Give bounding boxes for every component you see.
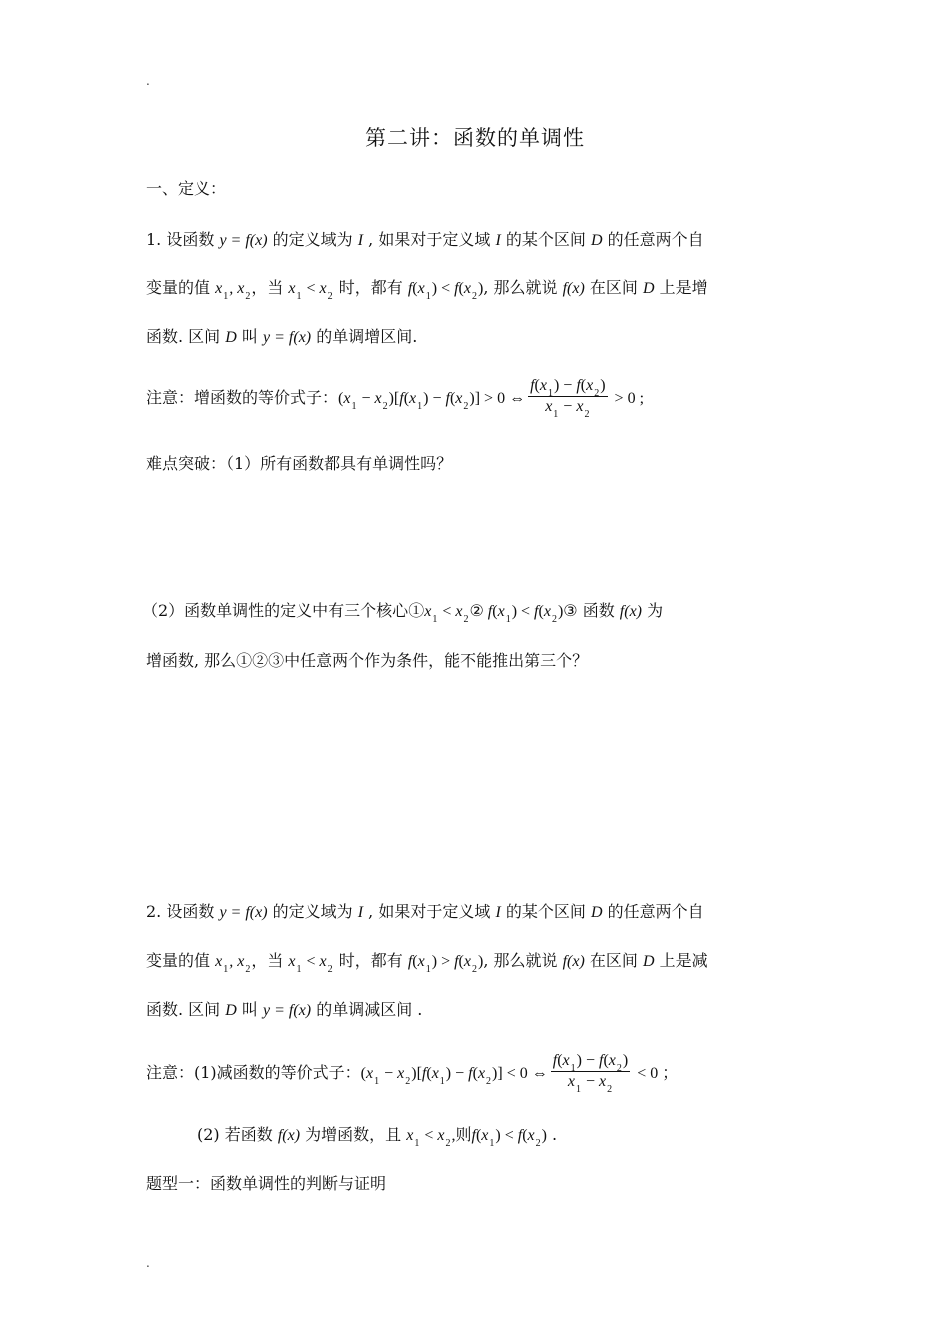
header-mark: .: [146, 74, 150, 88]
text: .: [546, 1125, 558, 1144]
note-label: 注意：(1)减函数的等价式子：: [146, 1063, 361, 1082]
note2-line2: [197, 1125, 558, 1149]
text: ，当: [251, 951, 289, 970]
text: , 如果对于定义域: [363, 230, 496, 249]
text: 则: [455, 1125, 472, 1144]
math-function: y = f(x): [219, 232, 268, 249]
text: （2）函数单调性的定义中有三个核心: [142, 601, 409, 620]
text: 上是减: [654, 951, 708, 970]
text: 为增函数，且: [300, 1125, 407, 1144]
difficulty-question-2: [142, 601, 664, 625]
math-function: f(x): [619, 603, 642, 620]
def2-line2: [146, 951, 708, 975]
def1-line3: [146, 329, 417, 346]
text: 为: [642, 601, 664, 620]
math-domain: I: [495, 904, 501, 921]
text: 叫: [236, 327, 264, 346]
note2-line1: [146, 1052, 679, 1095]
math-x1-lt-x2: $x_1 < x_2$: [288, 280, 333, 302]
text: 2. 设函数: [146, 902, 220, 921]
math-x1-lt-x2: $x_1 < x_2$: [424, 603, 469, 625]
math-x1-lt-x2: $x_1 < x_2$,: [406, 1127, 456, 1149]
math-fx1-lt-fx2: $f(x_1) < f(x_2)$: [483, 603, 564, 625]
text: 的任意两个自: [602, 230, 704, 249]
text: 的定义域为: [267, 230, 358, 249]
math-function: y = f(x): [219, 904, 268, 921]
math-x1-x2: $x_1$, $x_2$: [215, 280, 251, 302]
math-interval: D: [642, 953, 655, 970]
text: , 那么就说: [483, 951, 563, 970]
text: 函数. 区间: [146, 327, 226, 346]
math-domain: I: [357, 232, 364, 249]
math-fx1-gt-fx2: $f(x_1) > f(x_2)$: [407, 953, 484, 975]
def1-line2: [146, 278, 708, 302]
math-interval: D: [590, 232, 603, 249]
def2-line1: [146, 904, 704, 921]
text: 上是增: [654, 278, 708, 297]
math-function: f(x): [562, 953, 585, 970]
math-product-expression: $(x_1 - x_2)[f(x_1) - f(x_2)] < 0$ ⇔: [360, 1065, 548, 1087]
difficulty-question-2-line2: 增函数, 那么①②③中任意两个作为条件，能不能推出第三个？: [146, 651, 589, 670]
text: 的某个区间: [500, 902, 591, 921]
circled-number-1: ①: [408, 601, 425, 620]
text: 的单调减区间 .: [311, 1000, 423, 1019]
math-domain: I: [495, 232, 501, 249]
text: 时，都有: [333, 951, 408, 970]
math-product-expression: $(x_1 - x_2)[f(x_1) - f(x_2)] > 0$ ⇔: [338, 390, 526, 412]
text: 在区间: [584, 278, 643, 297]
circled-number-2: ②: [469, 601, 484, 620]
text: 的单调增区间.: [311, 327, 418, 346]
text: 的某个区间: [500, 230, 591, 249]
text: 的定义域为: [267, 902, 358, 921]
math-function: y = f(x): [263, 1002, 312, 1019]
text: (2) 若函数: [197, 1125, 278, 1144]
def2-line3: [146, 1002, 422, 1019]
text: , 那么就说: [483, 278, 563, 297]
page-title: 第二讲：函数的单调性: [365, 126, 585, 150]
math-fraction: $\frac{f(x_1) - f(x_2)}{x_1 - x_2}$: [530, 377, 606, 420]
text: 在区间: [584, 951, 643, 970]
text: , 如果对于定义域: [363, 902, 496, 921]
math-interval: D: [642, 280, 655, 297]
math-domain: I: [357, 904, 364, 921]
math-function: y = f(x): [263, 329, 312, 346]
text: 函数: [577, 601, 620, 620]
note1-line: [146, 377, 645, 420]
section-heading-definition: 一、定义：: [146, 179, 227, 198]
note-rhs: < 0 ；: [633, 1065, 679, 1082]
text: 变量的值: [146, 278, 216, 297]
note-rhs: > 0 ;: [610, 390, 645, 407]
note-label: 注意：增函数的等价式子：: [146, 388, 339, 407]
math-fx1-lt-fx2: $f(x_1) < f(x_2)$: [471, 1127, 547, 1149]
math-interval: D: [225, 329, 237, 346]
math-fx1-lt-fx2: $f(x_1) < f(x_2)$: [407, 280, 484, 302]
circled-number-3: ③: [563, 601, 578, 620]
def1-line1: [146, 232, 704, 249]
text: 变量的值: [146, 951, 216, 970]
text: 时，都有: [333, 278, 408, 297]
text: 的任意两个自: [602, 902, 704, 921]
math-x1-x2: $x_1$, $x_2$: [215, 953, 251, 975]
math-fraction: $\frac{f(x_1) - f(x_2)}{x_1 - x_2}$: [552, 1052, 629, 1095]
difficulty-question-1: 难点突破：（1）所有函数都具有单调性吗？: [146, 454, 453, 473]
math-function: f(x): [277, 1127, 301, 1144]
text: 函数. 区间: [146, 1000, 226, 1019]
footer-mark: .: [146, 1256, 150, 1270]
math-function: f(x): [562, 280, 585, 297]
math-x1-lt-x2: $x_1 < x_2$: [288, 953, 333, 975]
text: ，当: [251, 278, 289, 297]
math-interval: D: [225, 1002, 237, 1019]
type1-heading: 题型一：函数单调性的判断与证明: [146, 1174, 387, 1193]
text: 叫: [236, 1000, 264, 1019]
math-interval: D: [590, 904, 603, 921]
text: 1. 设函数: [146, 230, 220, 249]
